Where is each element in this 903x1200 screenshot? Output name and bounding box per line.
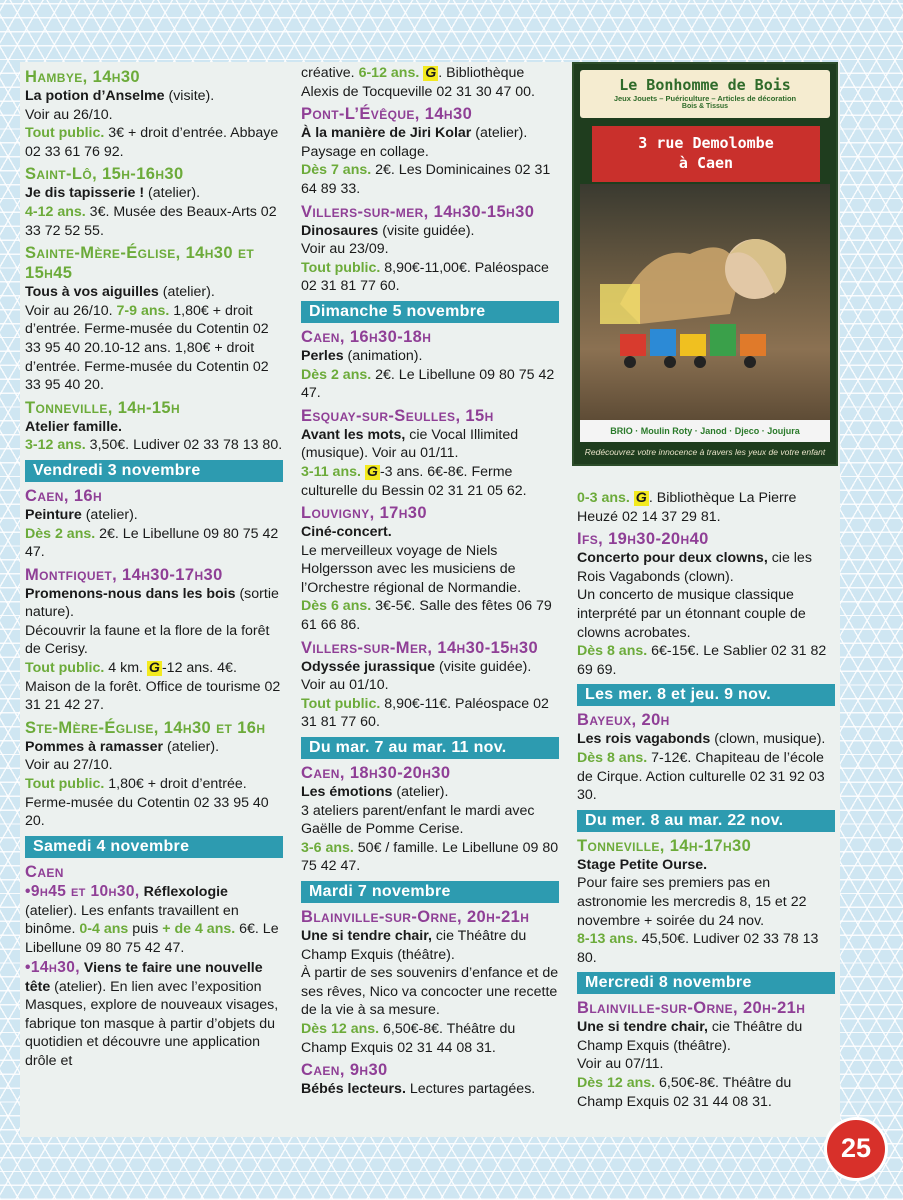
event-info: puis bbox=[128, 921, 163, 938]
event-info: 7-12€. Chapiteau de l’école de Cirque. Action culturelle 02 31 92 03 30. bbox=[577, 749, 825, 804]
ad-brands: BRIO · Moulin Roty · Janod · Djeco · Joujura bbox=[580, 420, 830, 442]
column-2 bbox=[301, 64, 559, 1099]
event-type: (atelier). bbox=[163, 738, 220, 755]
page-number: 25 bbox=[827, 1120, 885, 1178]
toys-illustration bbox=[580, 184, 830, 420]
ad-subtitle-2: Bois & Tissus bbox=[681, 103, 729, 110]
event-note: Voir au 01/10. bbox=[301, 677, 389, 694]
event-type: cie Théâtre du Champ Exquis (théâtre). bbox=[301, 928, 527, 963]
event-location: Villers-sur-mer, 14h30-15h30 bbox=[301, 202, 535, 221]
event-block bbox=[577, 1018, 835, 1111]
free-badge: G bbox=[635, 490, 647, 506]
event-description: Un concerto de musique classique interprété par un étonnant couple de clowns acrobates. bbox=[577, 587, 806, 641]
event-location: Pont-L’Évêque, 14h30 bbox=[301, 105, 473, 124]
event-age: Tout public. bbox=[25, 660, 105, 677]
event-location: Tonneville, 14h-15h bbox=[25, 398, 181, 417]
event-age: Dès 6 ans. bbox=[301, 598, 372, 615]
event-type: (visite guidée). bbox=[435, 658, 532, 675]
event-type: cie Théâtre du Champ Exquis (théâtre). bbox=[577, 1019, 803, 1054]
event-info: 3,50€. Ludiver 02 33 78 13 80. bbox=[85, 437, 283, 454]
ad-header bbox=[580, 70, 830, 118]
ad-subtitle: Jeux Jouets – Puériculture – Articles de décoration bbox=[613, 94, 797, 103]
event-note: Voir au 07/11. bbox=[577, 1056, 664, 1073]
event-block bbox=[25, 506, 283, 562]
event-type: (atelier). bbox=[471, 125, 528, 142]
ad-logo: Le Bonhomme de Bois bbox=[619, 76, 791, 94]
event-location: Bayeux, 20h bbox=[577, 711, 670, 730]
event-age: Tout public. bbox=[301, 259, 381, 276]
event-block bbox=[301, 523, 559, 635]
event-title: Avant les mots, bbox=[301, 426, 406, 443]
event-type: (visite guidée). bbox=[378, 222, 475, 239]
event-info: 6,50€-8€. Théâtre du Champ Exquis 02 31 44 08 31. bbox=[301, 1020, 516, 1056]
day-header: Samedi 4 novembre bbox=[25, 836, 283, 858]
event-info: . Bibliothèque La Pierre Heuzé 02 14 37 29 81. bbox=[577, 490, 797, 525]
event-age: 0-3 ans. bbox=[577, 490, 630, 506]
event-block bbox=[577, 856, 835, 968]
event-description: (atelier). Les enfants travaillent en binôme. bbox=[25, 902, 239, 938]
event-title: Une si tendre chair, bbox=[301, 928, 432, 944]
event-title: Perles bbox=[301, 347, 344, 364]
event-block bbox=[25, 283, 283, 395]
event-title: Stage Petite Ourse. bbox=[577, 856, 708, 873]
event-info: 3€-5€. Salle des fêtes 06 79 61 66 86. bbox=[301, 598, 552, 634]
event-location: Esquay-sur-Seulles, 15h bbox=[301, 406, 494, 425]
event-type: (atelier). bbox=[158, 284, 215, 301]
event-note: Voir au 23/09. bbox=[301, 241, 389, 258]
event-title: Odyssée jurassique bbox=[301, 658, 436, 675]
event-info: créative. bbox=[301, 65, 359, 81]
day-header: Du mar. 7 au mar. 11 nov. bbox=[301, 737, 559, 759]
event-type: (animation). bbox=[343, 347, 423, 364]
event-block bbox=[577, 489, 835, 526]
event-block bbox=[25, 882, 283, 1071]
event-type: (atelier). bbox=[81, 506, 138, 523]
event-age: Dès 12 ans. bbox=[577, 1075, 656, 1092]
event-block bbox=[577, 549, 835, 679]
event-location: Hambye, 14h30 bbox=[25, 68, 140, 86]
event-title: Viens te faire une nouvelle tête bbox=[25, 959, 263, 995]
event-block bbox=[301, 222, 559, 296]
event-title: Ciné-concert. bbox=[301, 524, 392, 541]
event-note: Voir au 26/10. bbox=[25, 302, 117, 319]
ad-address-banner bbox=[592, 126, 820, 182]
event-location: Saint-Lô, 15h-16h30 bbox=[25, 165, 184, 184]
event-location: Blainville-sur-Orne, 20h-21h bbox=[577, 999, 806, 1018]
event-title: Tous à vos aiguilles bbox=[25, 284, 159, 301]
event-title: Atelier famille. bbox=[25, 418, 122, 435]
event-info: 2€. Le Libellune 09 80 75 42 47. bbox=[301, 366, 555, 402]
event-location: Sainte-Mère-Église, 14h30 et 15h45 bbox=[25, 244, 255, 283]
event-info: 6,50€-8€. Théâtre du Champ Exquis 02 31 44 08 31. bbox=[577, 1075, 792, 1110]
event-info: -12 ans. 4€. Maison de la forêt. Office de tourisme 02 31 21 42 27. bbox=[25, 660, 281, 714]
event-block bbox=[301, 124, 559, 198]
event-type: (visite). bbox=[164, 88, 215, 104]
event-age: Dès 12 ans. bbox=[301, 1020, 380, 1037]
event-block bbox=[301, 927, 559, 1057]
event-block bbox=[301, 658, 559, 732]
ad-tagline: Redécouvrez votre innocence à travers les yeux de votre enfant bbox=[584, 447, 826, 457]
event-type: (clown, musique). bbox=[710, 731, 826, 748]
event-note: Paysage en collage. bbox=[301, 143, 429, 160]
event-location: Louvigny, 17h30 bbox=[301, 504, 427, 523]
event-block bbox=[301, 64, 559, 101]
event-title: Réflexologie bbox=[139, 883, 228, 900]
event-info: 1,80€ + droit d’entrée. Ferme-musée du Cotentin 02 33 95 40 20. bbox=[25, 776, 269, 830]
event-block bbox=[25, 418, 283, 455]
event-title: Bébés lecteurs. bbox=[301, 1081, 406, 1098]
event-title: À la manière de Jiri Kolar bbox=[301, 125, 472, 142]
event-info: Lectures partagées. bbox=[405, 1081, 536, 1098]
event-age: Dès 8 ans. bbox=[577, 643, 648, 660]
event-age: 3-11 ans. bbox=[301, 463, 361, 480]
event-info: 50€ / famille. Le Libellune 09 80 75 42 47. bbox=[301, 839, 559, 875]
event-title: La potion d’Anselme bbox=[25, 88, 165, 104]
day-header: Dimanche 5 novembre bbox=[301, 301, 559, 323]
advertisement[interactable] bbox=[572, 62, 838, 466]
event-description: Le merveilleux voyage de Niels Holgersson avec les musiciens de l’Orchestre régional de Normandie. bbox=[301, 542, 522, 596]
day-header: Mardi 7 novembre bbox=[301, 881, 559, 903]
event-location: Caen, 9h30 bbox=[301, 1061, 388, 1080]
free-badge: G bbox=[425, 65, 437, 81]
event-location: Villers-sur-Mer, 14h30-15h30 bbox=[301, 638, 539, 657]
event-location: Tonneville, 14h-17h30 bbox=[577, 836, 752, 855]
event-block bbox=[25, 184, 283, 240]
event-block bbox=[301, 783, 559, 876]
event-age: 8-13 ans. bbox=[577, 931, 638, 948]
event-info: 8,90€-11€. Paléospace 02 31 81 77 60. bbox=[301, 695, 549, 731]
event-description: À partir de ses souvenirs d’enfance et de ses rêves, Nico va concocter une recette de la vie à sa mesure. bbox=[301, 965, 559, 1019]
event-location: Ste-Mère-Église, 14h30 et 16h bbox=[25, 718, 266, 737]
event-note: Voir au 26/10. bbox=[25, 106, 113, 123]
event-description: 3 ateliers parent/enfant le mardi avec Gaëlle de Pomme Cerise. bbox=[301, 802, 535, 838]
event-type: (sortie nature). bbox=[25, 585, 279, 621]
event-block bbox=[577, 730, 835, 804]
column-3 bbox=[577, 489, 835, 1111]
event-info: 1,80€ + droit d’entrée. Ferme-musée du Cotentin 02 33 95 40 20.10-12 ans. 1,80€ + droit d’entrée. Ferme-musée du Cotentin 02 33 95 40 20. bbox=[25, 302, 269, 394]
event-time: •14h30, bbox=[25, 958, 80, 976]
day-header: Mercredi 8 novembre bbox=[577, 972, 835, 994]
event-type: cie Vocal Illimited (musique). Voir au 01/11. bbox=[301, 426, 519, 462]
event-type: cie les Rois Vagabonds (clown). bbox=[577, 550, 812, 585]
event-age: Tout public. bbox=[25, 125, 105, 142]
event-age: Dès 2 ans. bbox=[301, 366, 372, 383]
event-location: Caen, 18h30-20h30 bbox=[301, 764, 451, 783]
event-info: 8,90€-11,00€. Paléospace 02 31 81 77 60. bbox=[301, 259, 549, 295]
event-location: Caen, 16h30-18h bbox=[301, 327, 432, 346]
event-title: Les rois vagabonds bbox=[577, 731, 711, 748]
event-location: Caen, 16h bbox=[25, 486, 103, 505]
event-location: Montfiquet, 14h30-17h30 bbox=[25, 565, 223, 584]
event-age: 3-6 ans. bbox=[301, 839, 354, 856]
event-age: Dès 7 ans. bbox=[301, 162, 372, 179]
event-title: Peinture bbox=[25, 506, 82, 523]
event-title: Dinosaures bbox=[301, 222, 379, 239]
event-location: Ifs, 19h30-20h40 bbox=[577, 530, 709, 549]
event-age: 7-9 ans. bbox=[116, 302, 170, 319]
event-age: Tout public. bbox=[25, 776, 105, 793]
event-age: 4-12 ans. bbox=[25, 203, 86, 220]
column-1 bbox=[25, 64, 283, 1071]
event-note: Voir au 27/10. bbox=[25, 757, 113, 774]
day-header: Les mer. 8 et jeu. 9 nov. bbox=[577, 684, 835, 706]
event-info: 3€. Musée des Beaux-Arts 02 33 72 52 55. bbox=[25, 203, 277, 239]
event-age: 3-12 ans. bbox=[25, 437, 86, 454]
event-info: 6€. Le Libellune 09 80 75 42 47. bbox=[25, 921, 279, 956]
event-age: Dès 2 ans. bbox=[25, 525, 96, 542]
event-block bbox=[301, 426, 559, 500]
event-description: Pour faire ses premiers pas en astronomie les mercredis 8, 15 et 22 novembre + soirée du 24 nov. bbox=[577, 875, 807, 929]
event-title: Je dis tapisserie ! bbox=[25, 185, 145, 202]
event-type: (atelier). bbox=[392, 784, 449, 801]
event-block bbox=[301, 347, 559, 403]
event-info: 4 km. bbox=[104, 660, 147, 677]
event-title: Une si tendre chair, bbox=[577, 1019, 708, 1036]
event-info: 2€. Le Libellune 09 80 75 42 47. bbox=[25, 525, 279, 561]
event-description: (atelier). En lien avec l’exposition Masques, explore de nouveaux visages, fabrique ton masque à partir d’objets du quotidien et découvre une application drôle et bbox=[25, 978, 279, 1069]
event-title: Concerto pour deux clowns, bbox=[577, 550, 768, 567]
day-header: Vendredi 3 novembre bbox=[25, 460, 283, 482]
event-info: . Bibliothèque Alexis de Tocqueville 02 31 30 47 00. bbox=[301, 65, 535, 100]
event-block bbox=[25, 585, 283, 715]
event-location: Caen bbox=[25, 862, 64, 881]
ad-photo bbox=[580, 184, 830, 420]
event-age: 6-12 ans. bbox=[358, 65, 420, 81]
event-location: Blainville-sur-Orne, 20h-21h bbox=[301, 908, 530, 926]
event-block bbox=[25, 87, 283, 161]
free-badge: G bbox=[148, 660, 160, 677]
event-block bbox=[301, 1080, 559, 1099]
event-type: (atelier). bbox=[144, 185, 201, 202]
event-info: 2€. Les Dominicaines 02 31 64 89 33. bbox=[301, 162, 551, 197]
event-block bbox=[25, 738, 283, 831]
event-age: Dès 8 ans. bbox=[577, 749, 648, 766]
event-info: 45,50€. Ludiver 02 33 78 13 80. bbox=[577, 931, 819, 966]
event-description: Découvrir la faune et la flore de la forêt de Cerisy. bbox=[25, 622, 270, 658]
event-title: Pommes à ramasser bbox=[25, 738, 164, 755]
event-time: •9h45 et 10h30, bbox=[25, 882, 140, 900]
event-title: Les émotions bbox=[301, 784, 393, 801]
event-info: 6€-15€. Le Sablier 02 31 82 69 69. bbox=[577, 643, 827, 678]
event-title: Promenons-nous dans les bois bbox=[25, 585, 236, 602]
event-info: -3 ans. 6€-8€. Ferme culturelle du Bessin 02 31 21 05 62. bbox=[301, 463, 527, 499]
ad-address-line-1: 3 rue Demolombe bbox=[638, 134, 774, 152]
ad-address-line-2: à Caen bbox=[678, 154, 734, 172]
event-age: 0-4 ans bbox=[79, 921, 129, 938]
event-info: 3€ + droit d’entrée. Abbaye 02 33 61 76 92. bbox=[25, 125, 279, 160]
day-header: Du mer. 8 au mar. 22 nov. bbox=[577, 810, 835, 832]
event-age: Tout public. bbox=[301, 695, 381, 712]
free-badge: G bbox=[366, 463, 378, 480]
event-age: + de 4 ans. bbox=[162, 921, 236, 938]
